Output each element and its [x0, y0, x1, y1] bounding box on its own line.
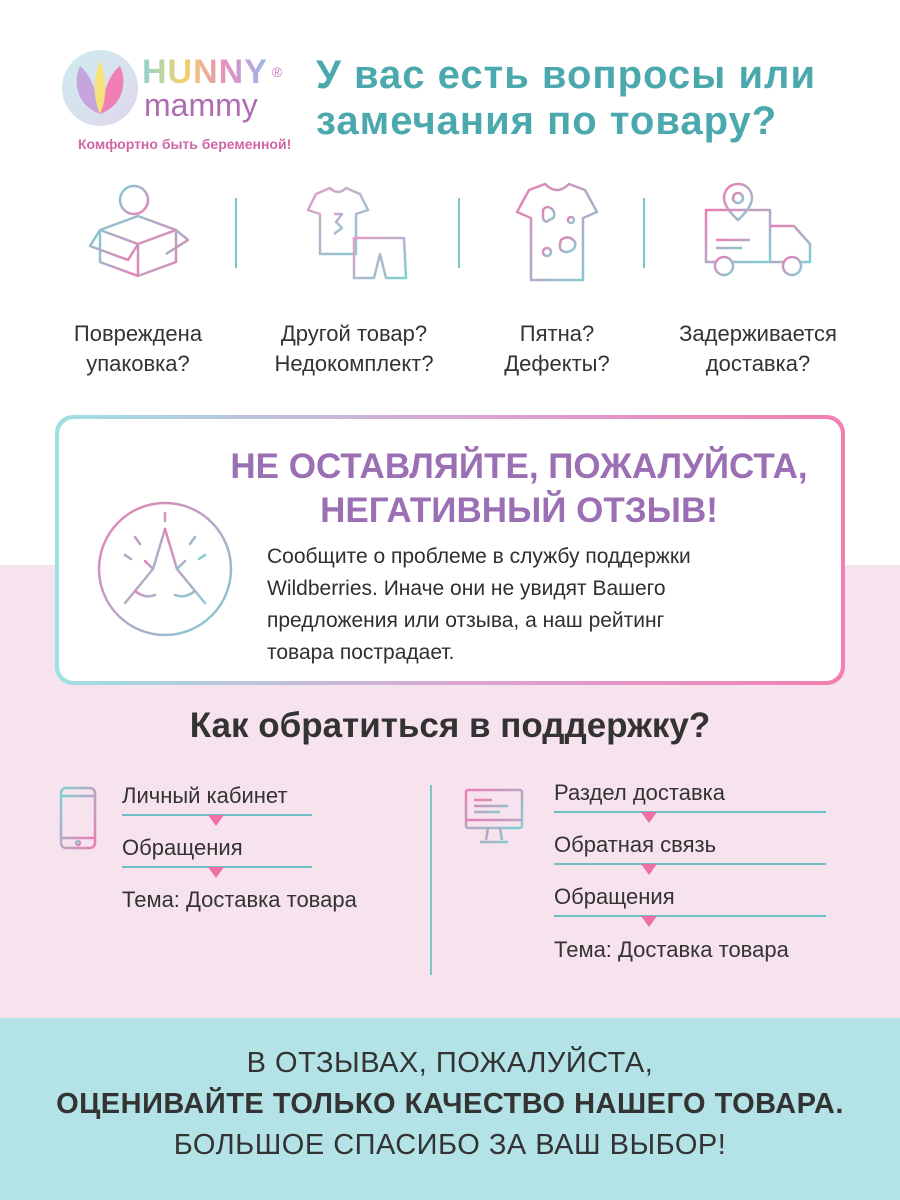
mobile-step-1: Личный кабинет	[122, 783, 288, 808]
desktop-step-3: Обращения	[554, 884, 675, 909]
warning-card	[55, 415, 845, 685]
footer-line-1: В ОТЗЫВАХ, ПОЖАЛУЙСТА,	[246, 1047, 654, 1079]
warning-text-line1: Сообщите о проблеме в службу поддержки	[267, 545, 691, 568]
step-arrow-down-icon	[208, 815, 224, 826]
step-underline	[554, 811, 826, 813]
footer-line-2: ОЦЕНИВАЙТЕ ТОЛЬКО КАЧЕСТВО НАШЕГО ТОВАРА.	[56, 1088, 844, 1120]
issue-delayed-delivery	[643, 180, 873, 379]
footer-line-3: БОЛЬШОЕ СПАСИБО ЗА ВАШ ВЫБОР!	[173, 1129, 727, 1161]
support-title: Как обратиться в поддержку?	[189, 706, 711, 745]
warning-title-line1: НЕ ОСТАВЛЯЙТЕ, ПОЖАЛУЙСТА,	[230, 447, 808, 486]
page-headline: У вас есть вопросы или замечания по товару?	[316, 53, 817, 143]
brand-name-bottom: mammy	[144, 87, 258, 123]
mobile-step-3: Тема: Доставка товара	[122, 887, 357, 912]
desktop-step-2: Обратная связь	[554, 832, 717, 857]
brand-name-top	[142, 54, 283, 90]
issue-damaged-package	[38, 180, 238, 379]
step-arrow-down-icon	[641, 812, 657, 823]
warning-text-line2: Wildberries. Иначе они не увидят Вашего	[267, 577, 666, 600]
warning-title	[209, 445, 829, 533]
step-arrow-down-icon	[641, 916, 657, 927]
step-arrow-down-icon	[641, 864, 657, 875]
damaged-box-icon	[78, 180, 198, 290]
issue-label-line1: Задерживается	[679, 321, 837, 346]
issue-label-line1: Повреждена	[73, 321, 203, 346]
issue-wrong-item	[254, 180, 454, 379]
brand-logo	[60, 48, 300, 158]
desktop-monitor-icon	[464, 786, 524, 846]
delivery-truck-icon	[698, 180, 818, 290]
smartphone-icon	[58, 786, 98, 850]
clothes-set-icon	[294, 180, 414, 290]
mobile-step-2: Обращения	[122, 835, 243, 860]
praying-hands-icon	[95, 499, 235, 639]
step-underline	[554, 863, 826, 865]
desktop-step-4: Тема: Доставка товара	[554, 937, 789, 962]
warning-text-line4: товара пострадает.	[267, 641, 455, 664]
stained-shirt-icon	[497, 180, 617, 290]
issue-label-line1: Другой товар?	[280, 321, 428, 346]
step-underline	[554, 915, 826, 917]
brand-name-hunny: HUNNY	[142, 53, 268, 91]
desktop-step-1: Раздел доставка	[554, 780, 725, 805]
issue-label-line1: Пятна?	[519, 321, 595, 346]
warning-title-line2: НЕГАТИВНЫЙ ОТЗЫВ!	[320, 491, 718, 530]
step-arrow-down-icon	[208, 867, 224, 878]
issue-label-line2: Недокомплект?	[274, 351, 434, 376]
brand-tagline: Комфортно быть беременной!	[78, 136, 292, 152]
issue-label-line2: Дефекты?	[504, 351, 610, 376]
issue-label-line2: доставка?	[705, 351, 811, 376]
issue-label-line2: упаковка?	[86, 351, 190, 376]
issue-stains-defects	[457, 180, 657, 379]
support-divider	[430, 785, 432, 975]
warning-text-line3: предложения или отзыва, а наш рейтинг	[267, 609, 665, 632]
brand-logo-icon	[60, 48, 140, 128]
registered-mark: ®	[271, 64, 284, 80]
warning-text	[267, 541, 827, 669]
divider	[235, 198, 237, 268]
